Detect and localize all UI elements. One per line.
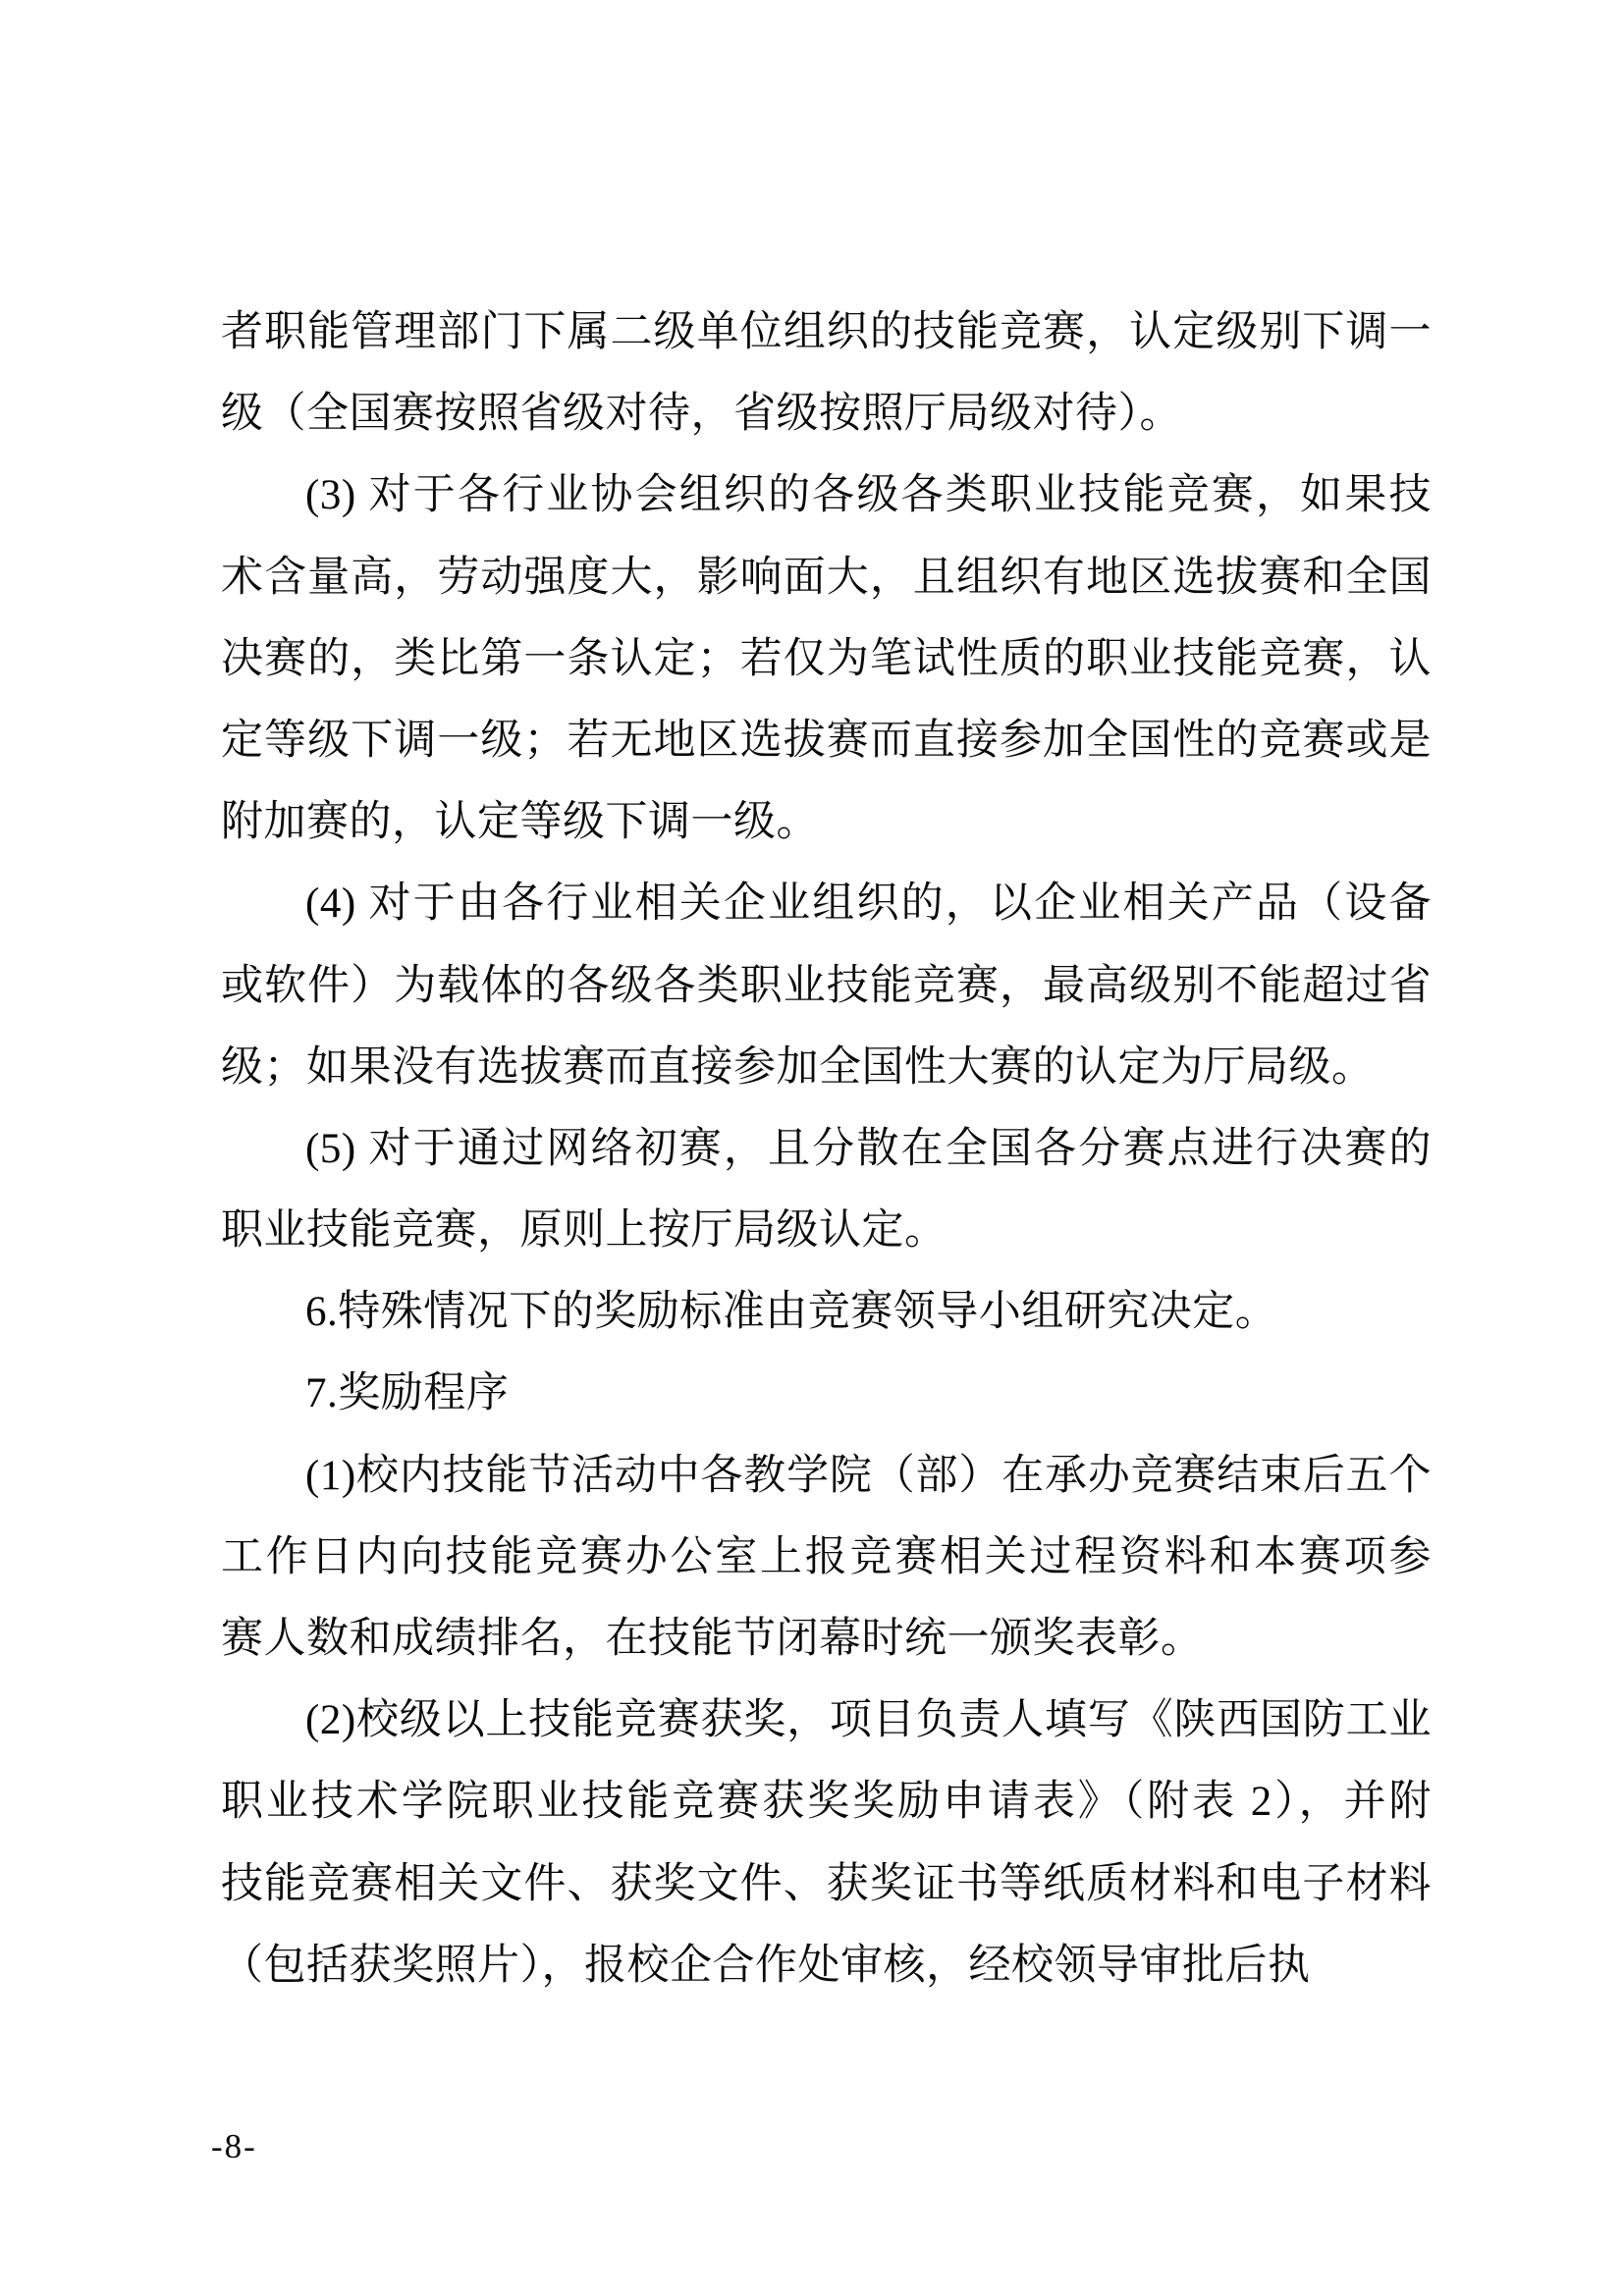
text-line: 者职能管理部门下属二级单位组织的技能竞赛，认定级别下调一 [221,309,1432,355]
document-body [221,292,1432,2006]
text-line: 附加赛的，认定等级下调一级。 [221,799,819,846]
text-line: 级；如果没有选拔赛而直接参加全国性大赛的认定为厅局级。 [221,1043,1375,1091]
text-line: 职业技能竞赛，原则上按厅局级认定。 [221,1207,947,1255]
text-line: 工作日内向技能竞赛办公室上报竞赛相关过程资料和本赛项参 [221,1533,1432,1580]
text-line: （包括获奖照片），报校企合作处审核，经校领导审批后执 [221,1942,1311,1989]
text-line: 6.特殊情况下的奖励标准由竞赛领导小组研究决定。 [305,1289,1278,1336]
text-line: 决赛的，类比第一条认定；若仅为笔试性质的职业技能竞赛，认 [221,635,1432,682]
text-line: (4) 对于由各行业相关企业组织的，以企业相关产品（设备 [305,881,1432,928]
text-line: 技能竞赛相关文件、获奖文件、获奖证书等纸质材料和电子材料 [221,1860,1432,1907]
text-line: (3) 对于各行业协会组织的各级各类职业技能竞赛，如果技 [305,472,1432,519]
text-line: (2)校级以上技能竞赛获奖，项目负责人填写《陕西国防工业 [305,1697,1432,1744]
text-line: (1)校内技能节活动中各教学院（部）在承办竞赛结束后五个 [305,1452,1432,1499]
text-line: 赛人数和成绩排名，在技能节闭幕时统一颁奖表彰。 [221,1616,1204,1662]
text-line: 术含量高，劳动强度大，影响面大，且组织有地区选拔赛和全国 [221,554,1432,601]
text-line: (5) 对于通过网络初赛，且分散在全国各分赛点进行决赛的 [305,1125,1432,1172]
text-line: 职业技术学院职业技能竞赛获奖奖励申请表》（附表 2），并附 [221,1779,1432,1826]
text-line: 定等级下调一级；若无地区选拔赛而直接参加全国性的竞赛或是 [221,717,1432,764]
page-number: -8- [211,2127,257,2165]
text-line: 级（全国赛按照省级对待，省级按照厅局级对待）。 [221,391,1182,438]
text-line: 或软件）为载体的各级各类职业技能竞赛，最高级别不能超过省 [221,962,1432,1009]
text-line: 7.奖励程序 [305,1370,510,1417]
